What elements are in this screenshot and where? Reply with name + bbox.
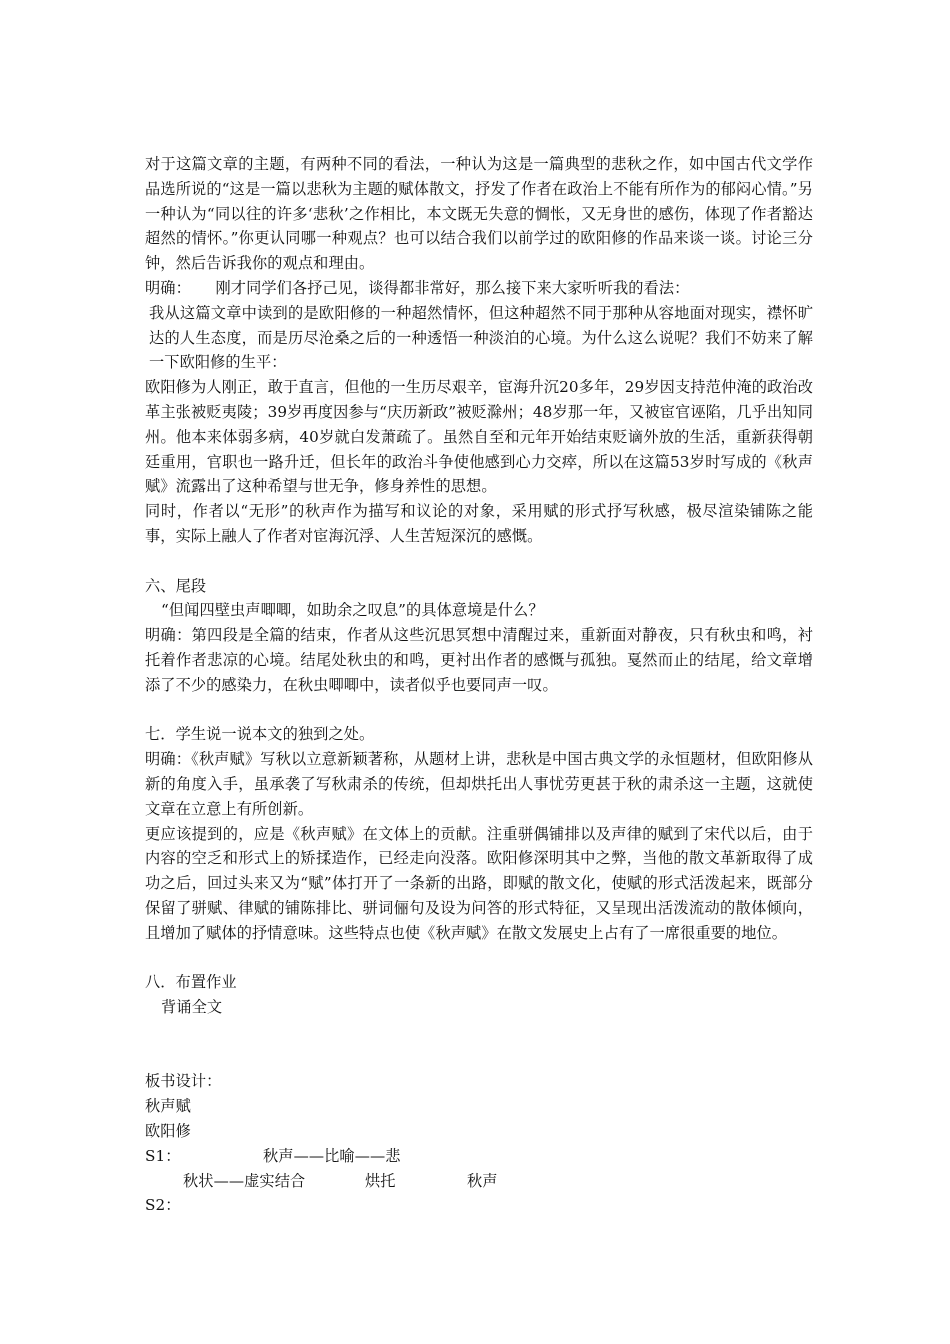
- board-s1-label: S1：: [145, 1146, 181, 1165]
- answer-paragraph-3: 同时，作者以“无形”的秋声作为描写和议论的对象，采用赋的形式抒写秋感，极尽渲染铺陈之能事，实际上融人了作者对宦海沉浮、人生苦短深沉的感慨。: [145, 502, 813, 545]
- section-7-answer-2: 更应该提到的，应是《秋声赋》在文体上的贡献。注重骈偶铺排以及声律的赋到了宋代以后，由于内容的空乏和形式上的矫揉造作，已经走向没落。欧阳修深明其中之弊，当他的散文革新取得了成功之后，回过头来又为“赋”体打开了一条新的出路，即赋的散文化，使赋的形式活泼起来，既部分保留了骈赋、律赋的铺陈排比、骈词俪句及设为问答的形式特征，又呈现出活泼流动的散体倾向，且增加了赋体的抒情意味。这些特点也使《秋声赋》在散文发展史上占有了一席很重要的地位。: [145, 824, 813, 942]
- board-s1-line2-a: 秋状——虚实结合: [183, 1171, 306, 1190]
- board-s1-line1: 秋声——比喻——悲: [263, 1146, 401, 1165]
- section-6-answer: 明确：第四段是全篇的结束，作者从这些沉思冥想中清醒过来，重新面对静夜，只有秋虫和鸣，衬托着作者悲凉的心境。结尾处秋虫的和鸣，更衬出作者的感慨与孤独。戛然而止的结尾，给文章增添了不少的感染力，在秋虫唧唧中，读者似乎也要同声一叹。: [145, 626, 813, 694]
- section-6-heading: 六、尾段: [145, 576, 207, 595]
- section-6-question: “但闻四壁虫声唧唧，如助余之叹息”的具体意境是什么？: [161, 601, 544, 620]
- discussion-question: 对于这篇文章的主题，有两种不同的看法，一种认为这是一篇典型的悲秋之作，如中国古代文学作品选所说的“这是一篇以悲秋为主题的赋体散文，抒发了作者在政治上不能有所作为的郁闷心情。”另一种认为“同以往的许多‘悲秋’之作相比，本文既无失意的惆怅，又无身世的感伤，体现了作者豁达超然的情怀。”你更认同哪一种观点？也可以结合我们以前学过的欧阳修的作品来谈一谈。讨论三分钟，然后告诉我你的观点和理由。: [145, 155, 813, 273]
- board-s1-line2-c: 秋声: [467, 1171, 498, 1190]
- board-s1-row: [145, 1144, 813, 1169]
- section-8-heading: 八．布置作业: [145, 973, 237, 992]
- answer-paragraph-1: 我从这篇文章中读到的是欧阳修的一种超然情怀，但这种超然不同于那种从容地面对现实，襟怀旷达的人生态度，而是历尽沧桑之后的一种透悟一种淡泊的心境。为什么这么说呢？我们不妨来了解一下欧阳修的生平：: [149, 303, 813, 372]
- section-7-answer-1: 明确：《秋声赋》写秋以立意新颖著称，从题材上讲，悲秋是中国古典文学的永恒题材，但欧阳修从新的角度入手，虽承袭了写秋肃杀的传统，但却烘托出人事忧劳更甚于秋的肃杀这一主题，这就使文章在立意上有所创新。: [145, 750, 813, 818]
- answer-paragraph-2: 欧阳修为人刚正，敢于直言，但他的一生历尽艰辛，宦海升沉20多年，29岁因支持范仲淹的政治改革主张被贬夷陵；39岁再度因参与“庆历新政”被贬滁州；48岁那一年，又被宦官诬陷，几乎出知同州。他本来体弱多病，40岁就白发萧疏了。虽然自至和元年开始结束贬谪外放的生活，重新获得朝廷重用，官职也一路升迁，但长年的政治斗争使他感到心力交瘁，所以在这篇53岁时写成的《秋声赋》流露出了这种希望与世无争，修身养性的思想。: [145, 378, 813, 496]
- board-s2-label: S2：: [145, 1196, 181, 1215]
- answer-intro: 明确： 刚才同学们各抒己见，谈得都非常好，那么接下来大家听听我的看法：: [145, 278, 690, 297]
- board-title: 秋声赋: [145, 1097, 191, 1116]
- homework-task: 背诵全文: [161, 998, 223, 1017]
- board-heading: 板书设计：: [145, 1072, 222, 1091]
- board-s1-line2-b: 烘托: [365, 1171, 396, 1190]
- board-author: 欧阳修: [145, 1122, 191, 1141]
- board-s1-row-2: [145, 1169, 813, 1194]
- section-7-heading: 七．学生说一说本文的独到之处。: [145, 725, 375, 744]
- document-page: [145, 152, 813, 1218]
